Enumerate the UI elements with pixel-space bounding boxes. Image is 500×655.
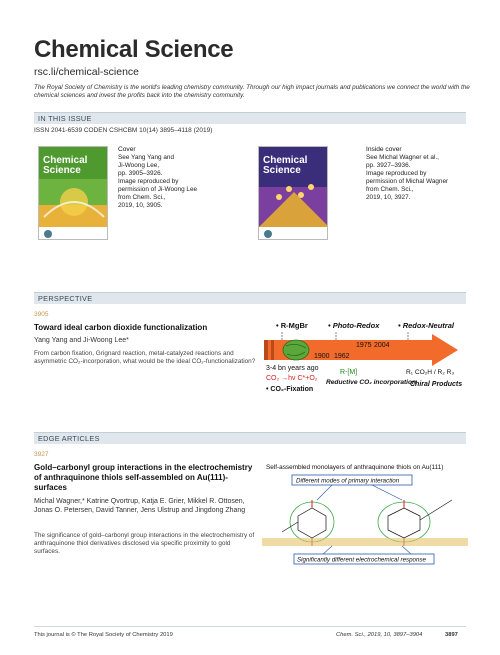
journal-title: Chemical Science [34,36,234,63]
cover-heading: Inside cover [366,146,402,153]
cover-masthead: Chemical Science [263,155,308,176]
inside-cover-caption [366,146,456,202]
formula-chiral: R₁ CO₂H / R₂ R₃ [406,369,455,376]
inside-cover-image[interactable] [258,146,328,240]
label-bn-years: 3-4 bn years ago [266,365,319,372]
year-1900: 1900 [314,353,330,360]
caption-line: 2019, 10, 3927. [366,194,411,201]
label-reductive: Reductive CO₂ incorporation [326,379,417,386]
section-bar-edge-articles [34,432,466,444]
article-abstract: The significance of gold–carbonyl group interactions in the electrochemistry of anthraquinone thiol derivatives disclosed via specific proximity to gold surfaces. [34,532,255,555]
article-abstract: From carbon fixation, Grignard reaction, metal-catalyzed reactions and asymmetric CO₂-incorporation, what would be the ideal CO₂-functionalization? [34,350,256,365]
box-top-text: Different modes of primary interaction [296,477,400,485]
caption-line: from Chem. Sci., [366,186,414,193]
formula-rm: R-[M] [340,369,358,376]
section-label: IN THIS ISSUE [38,114,92,123]
caption-line: Image reproduced by [366,170,427,177]
year-1962: 1962 [334,353,350,360]
caption-line: permission of Ji-Woong Lee [118,186,198,193]
cover-heading: Cover [118,146,136,153]
footer-copyright: This journal is © The Royal Society of Chemistry 2019 [34,632,173,638]
footer-page-number: 3897 [445,632,458,638]
caption-line: from Chem. Sci., [118,194,166,201]
cover-masthead: Chemical Science [43,155,88,176]
article-authors: Yang Yang and Ji-Woong Lee* [34,337,129,344]
perspective-graphic [262,312,470,412]
edge-graphic [262,460,468,570]
caption-line: pp. 3905–3926. [118,170,163,177]
label-rmgbr: • R-MgBr [276,321,308,330]
journal-url[interactable]: rsc.li/chemical-science [34,66,140,78]
box-bottom-text: Significantly different electrochemical response [297,556,426,564]
journal-blurb: The Royal Society of Chemistry is the world's leading chemistry community. Through our high impact journals and publications we connect the world with the chemical sciences and invest the profits back into the chemistry community. [34,84,470,99]
equation: CO₂ →hν C*+O₂ [266,375,318,382]
page-number: 3905 [34,311,49,318]
cover-image[interactable] [38,146,108,240]
article-authors: Michal Wagner,* Katrine Qvortrup, Katja E. Grier, Mikkel R. Ottosen, Jonas O. Petersen, David Tanner, Jens Ulstrup and Jingdong Zhang [34,498,246,514]
caption-line: 2019, 10, 3905. [118,202,163,209]
year-2004: 2004 [374,342,390,349]
caption-line: See Michal Wagner et al., [366,154,439,161]
issn-line: ISSN 2041-6539 CODEN CSHCBM 10(14) 3895–4118 (2019) [34,127,213,134]
cover-caption [118,146,208,210]
caption-line: permission of Michal Wagner [366,178,449,185]
label-co2-fixation: • CO₂-Fixation [266,386,314,393]
footer-citation: Chem. Sci., 2019, 10, 3897–3904 [336,632,423,638]
article-title[interactable]: Toward ideal carbon dioxide functionalization [34,323,208,332]
section-bar-perspective [34,292,466,304]
caption-line: Image reproduced by [118,178,179,185]
label-photoredox: • Photo-Redox [328,321,380,330]
caption-line: pp. 3927–3936. [366,162,411,169]
graphic-title: Self-assembled monolayers of anthraquinone thiols on Au(111) [266,464,444,471]
article-title[interactable]: Gold–carbonyl group interactions in the electrochemistry of anthraquinone thiols self-assembled on Au(111)-surfaces [34,463,253,492]
earth-icon [283,340,309,360]
label-redoxneutral: • Redox-Neutral [398,321,454,330]
label-chiral: Chiral Products [410,381,463,388]
year-1975: 1975 [356,342,372,349]
footer-rule [34,626,466,627]
section-bar-in-this-issue [34,112,466,124]
section-label: EDGE ARTICLES [38,434,100,443]
caption-line: See Yang Yang and [118,154,175,161]
section-label: PERSPECTIVE [38,294,93,303]
caption-line: Ji-Woong Lee, [118,162,160,169]
page-number: 3927 [34,451,49,458]
